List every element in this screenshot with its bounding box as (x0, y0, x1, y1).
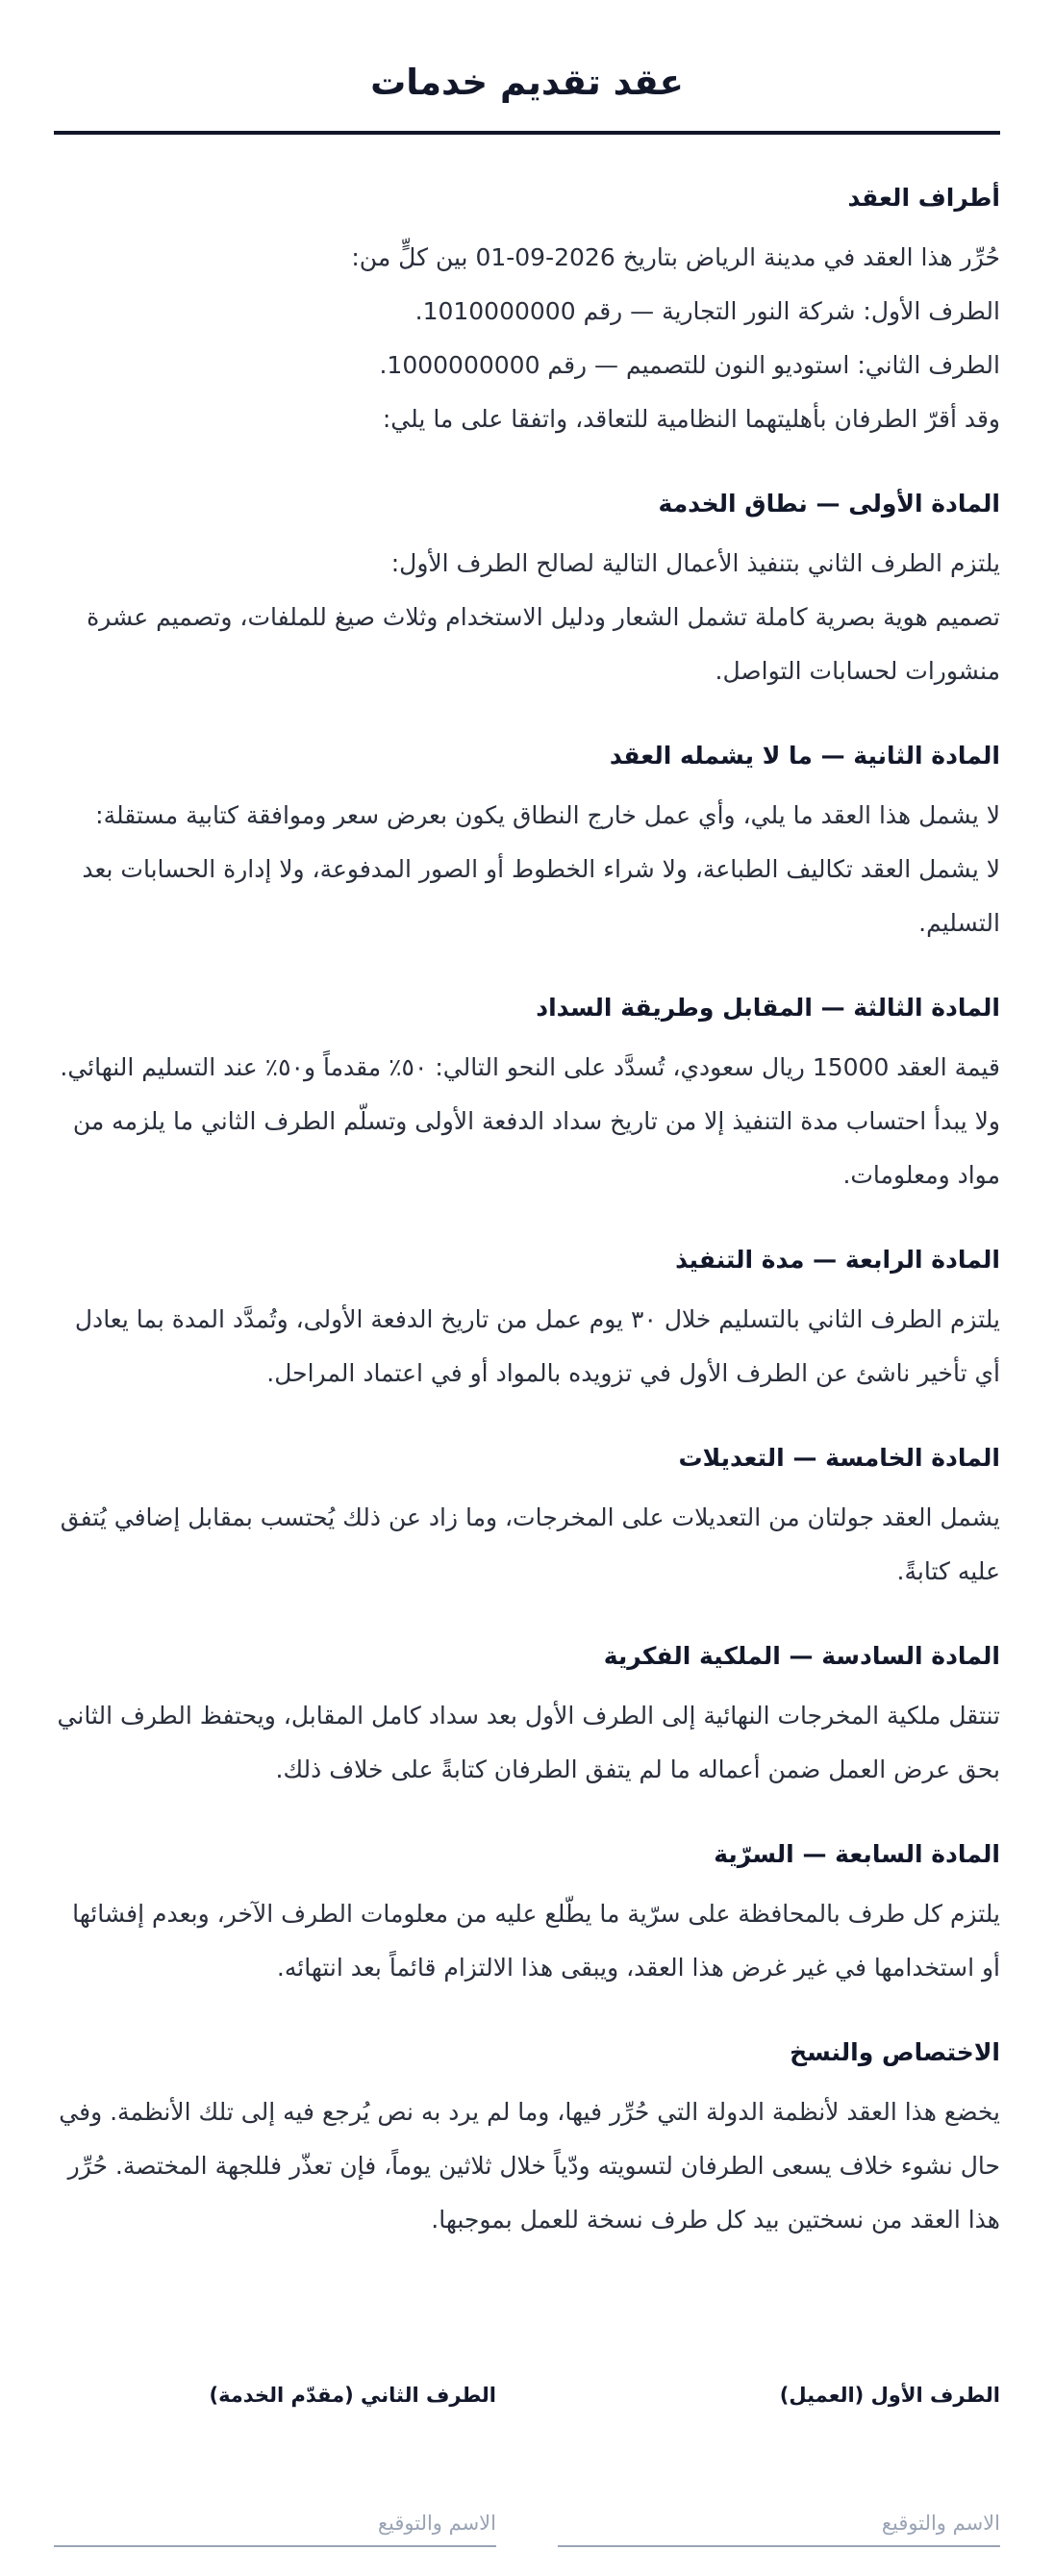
section-line: الطرف الأول: شركة النور التجارية — رقم 1010000000. (414, 297, 1000, 325)
section-scope (54, 483, 1000, 698)
section-line: يلتزم كل طرف بالمحافظة على سرّية ما يطّلع عليه من معلومات الطرف الآخر، وبعدم إفشائها أو استخدامها في غير غرض هذا العقد، ويبقى هذا الالتزام قائماً بعد انتهائه. (72, 1900, 1000, 1982)
document-title: عقد تقديم خدمات (370, 62, 684, 103)
signature-field[interactable]: الاسم والتوقيع (558, 2507, 1000, 2547)
section-heading: المادة الثانية — ما لا يشمله العقد (609, 742, 1000, 770)
section-line: حُرِّر هذا العقد في مدينة الرياض بتاريخ 2026-09-01 بين كلٍّ من: (351, 243, 1000, 271)
section-heading: المادة الرابعة — مدة التنفيذ (675, 1246, 1000, 1274)
section-heading: أطراف العقد (847, 184, 1000, 212)
contract-body (54, 177, 1000, 2247)
section-revisions (54, 1437, 1000, 1599)
section-heading: المادة الثالثة — المقابل وطريقة السداد (536, 994, 1000, 1022)
section-heading: المادة السابعة — السرّية (714, 1840, 1000, 1868)
section-payment (54, 987, 1000, 1202)
section-line: الطرف الثاني: استوديو النون للتصميم — رقم 1000000000. (379, 351, 1000, 379)
section-ip (54, 1635, 1000, 1797)
signature-party1 (558, 2376, 1000, 2547)
section-line: قيمة العقد 15000 ريال سعودي، تُسدَّد على النحو التالي: ٥٠٪ مقدماً و٥٠٪ عند التسليم النهائي. ولا يبدأ احتساب مدة التنفيذ إلا من تاريخ سداد الدفعة الأولى وتسلّم الطرف الثاني ما يلزمه من مواد ومعلومات. (60, 1053, 1000, 1189)
section-line: تصميم هوية بصرية كاملة تشمل الشعار ودليل الاستخدام وثلاث صيغ للملفات، وتصميم عشرة منشورات لحسابات التواصل. (87, 603, 1000, 685)
section-line: تنتقل ملكية المخرجات النهائية إلى الطرف الأول بعد سداد كامل المقابل، ويحتفظ الطرف الثاني بحق عرض العمل ضمن أعماله ما لم يتفق الطرفان كتابةً على خلاف ذلك. (57, 1702, 1000, 1783)
section-line: يلتزم الطرف الثاني بالتسليم خلال ٣٠ يوم عمل من تاريخ الدفعة الأولى، وتُمدَّد المدة بما يعادل أي تأخير ناشئ عن الطرف الأول في تزويده بالمواد أو في اعتماد المراحل. (74, 1305, 1000, 1387)
section-exclusions (54, 735, 1000, 950)
section-heading: المادة السادسة — الملكية الفكرية (603, 1642, 1000, 1670)
section-line: يشمل العقد جولتان من التعديلات على المخرجات، وما زاد عن ذلك يُحتسب بمقابل إضافي يُتفق عليه كتابةً. (60, 1503, 1000, 1585)
signature-field[interactable]: الاسم والتوقيع (54, 2507, 496, 2547)
signature-party2 (54, 2376, 496, 2547)
signature-label: الطرف الأول (العميل) (779, 2384, 1000, 2407)
section-line: يلتزم الطرف الثاني بتنفيذ الأعمال التالية لصالح الطرف الأول: (390, 549, 1000, 577)
section-duration (54, 1239, 1000, 1401)
section-jurisdiction (54, 2032, 1000, 2247)
section-line: يخضع هذا العقد لأنظمة الدولة التي حُرِّر فيها، وما لم يرد به نص يُرجع فيه إلى تلك الأنظمة. وفي حال نشوء خلاف يسعى الطرفان لتسويته ودّياً خلال ثلاثين يوماً، فإن تعذّر فللجهة المختصة. حُرِّر هذا العقد من نسختين بيد كل طرف نسخة للعمل بموجبها. (59, 2098, 1000, 2234)
section-heading: المادة الخامسة — التعديلات (678, 1444, 1000, 1472)
section-parties (54, 177, 1000, 446)
title-divider (54, 131, 1000, 135)
section-line: وقد أقرّ الطرفان بأهليتهما النظامية للتعاقد، واتفقا على ما يلي: (382, 405, 1000, 433)
section-confidentiality (54, 1833, 1000, 1995)
section-heading: المادة الأولى — نطاق الخدمة (658, 490, 1000, 518)
signature-block (54, 2376, 1000, 2547)
signature-label: الطرف الثاني (مقدّم الخدمة) (209, 2384, 496, 2407)
section-line: لا يشمل هذا العقد ما يلي، وأي عمل خارج النطاق يكون بعرض سعر وموافقة كتابية مستقلة: (95, 801, 1000, 829)
section-heading: الاختصاص والنسخ (790, 2038, 1000, 2066)
section-line: لا يشمل العقد تكاليف الطباعة، ولا شراء الخطوط أو الصور المدفوعة، ولا إدارة الحسابات بعد التسليم. (82, 855, 1000, 937)
